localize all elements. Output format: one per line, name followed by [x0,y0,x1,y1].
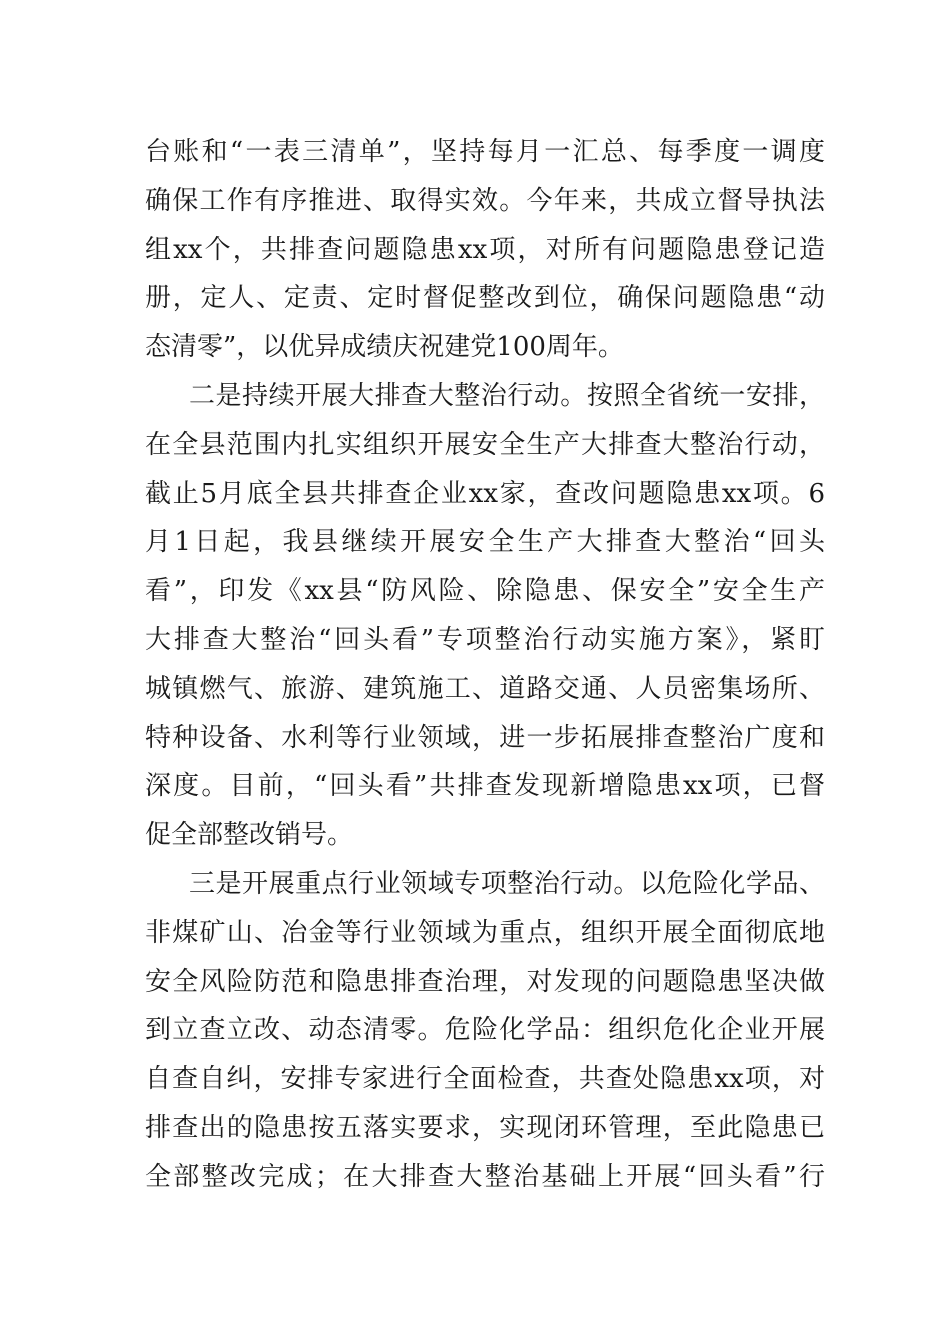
text-line: 确保工作有序推进、取得实效。今年来，共成立督导执法 [145,185,825,216]
text-line: 册，定人、定责、定时督促整改到位，确保问题隐患“动 [145,283,825,314]
text-line: 到立查立改、动态清零。危险化学品：组织危化企业开展 [145,1015,825,1046]
text-line: 月1日起，我县继续开展安全生产大排查大整治“回头 [145,527,825,558]
text-line: 特种设备、水利等行业领域，进一步拓展排查整治广度和 [145,722,825,753]
text-line: 自查自纠，安排专家进行全面检查，共查处隐患xx项，对 [145,1064,825,1095]
text-line: 看”，印发《xx县“防风险、除隐患、保安全”安全生产 [145,576,825,607]
text-line: 非煤矿山、冶金等行业领域为重点，组织开展全面彻底地 [145,917,825,948]
text-line: 组xx个，共排查问题隐患xx项，对所有问题隐患登记造 [145,234,825,265]
text-line: 大排查大整治“回头看”专项整治行动实施方案》，紧盯 [145,624,825,655]
text-line: 截止5月底全县共排查企业xx家，查改问题隐患xx项。6 [145,478,825,509]
paragraph-start-line: 二是持续开展大排查大整治行动。按照全省统一安排， [189,380,825,411]
text-line: 促全部整改销号。 [145,820,354,851]
body-text [145,128,825,1202]
text-line: 排查出的隐患按五落实要求，实现闭环管理，至此隐患已 [145,1112,825,1143]
text-line: 态清零”，以优异成绩庆祝建党100周年。 [145,332,624,363]
paragraph-start-line: 三是开展重点行业领域专项整治行动。以危险化学品、 [189,868,825,899]
text-line: 台账和“一表三清单”，坚持每月一汇总、每季度一调度 [145,137,825,167]
text-line: 在全县范围内扎实组织开展安全生产大排查大整治行动， [145,429,825,460]
text-line: 城镇燃气、旅游、建筑施工、道路交通、人员密集场所、 [145,673,825,704]
text-line: 深度。目前，“回头看”共排查发现新增隐患xx项，已督 [145,771,825,802]
text-line: 全部整改完成；在大排查大整治基础上开展“回头看”行 [145,1161,825,1192]
text-line: 安全风险防范和隐患排查治理，对发现的问题隐患坚决做 [145,966,825,997]
